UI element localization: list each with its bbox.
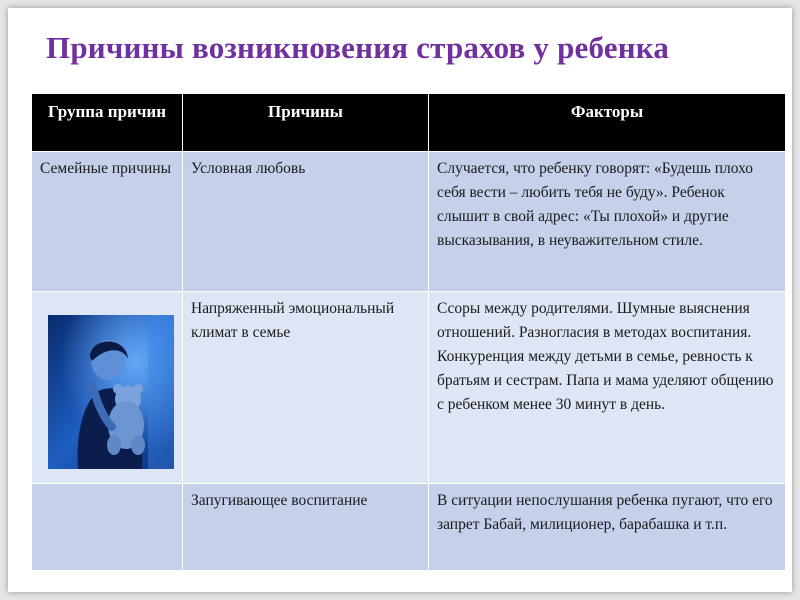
causes-table (31, 93, 786, 571)
header-causes: Причины (183, 94, 429, 152)
cell-cause: Условная любовь (183, 152, 429, 292)
table-row (32, 152, 786, 292)
table-header-row (32, 94, 786, 152)
cell-photo (32, 292, 183, 484)
table-row (32, 292, 786, 484)
child-with-teddy-bear-photo (48, 315, 174, 469)
cell-factors: В ситуации непослушания ребенка пугают, что его запрет Бабай, милиционер, барабашка и т.п. (429, 484, 786, 571)
header-factors: Факторы (429, 94, 786, 152)
table-row (32, 484, 786, 571)
slide (8, 8, 792, 592)
cell-cause: Напряженный эмоциональный климат в семье (183, 292, 429, 484)
cell-factors: Ссоры между родителями. Шумные выяснения отношений. Разногласия в методах воспитания. Конкуренция между детьми в семье, ревность к братьям и сестрам. Папа и мама уделяют общению с ребенком менее 30 минут в день. (429, 292, 786, 484)
cell-factors: Случается, что ребенку говорят: «Будешь плохо себя вести – любить тебя не буду». Ребенок слышит в свой адрес: «Ты плохой» и другие высказывания, в неуважительном стиле. (429, 152, 786, 292)
cell-cause: Запугивающее воспитание (183, 484, 429, 571)
header-group: Группа причин (32, 94, 183, 152)
cell-group: Семейные причины (32, 152, 183, 292)
cell-group (32, 484, 183, 571)
page-title: Причины возникновения страхов у ребенка (46, 30, 670, 65)
